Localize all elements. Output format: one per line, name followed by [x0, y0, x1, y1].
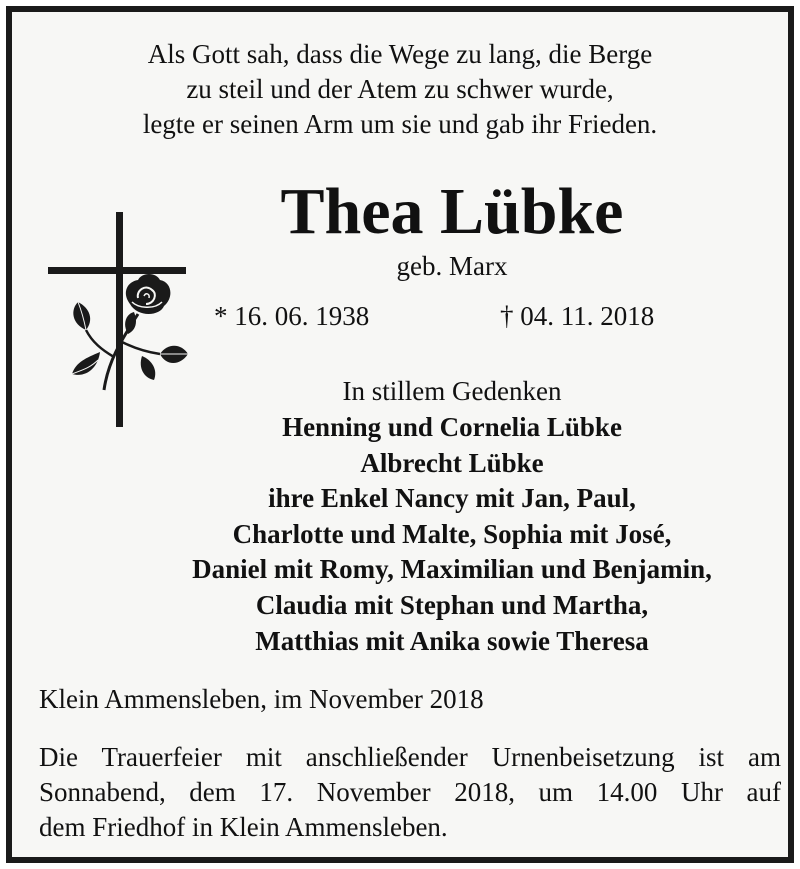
memorial-intro: In stillem Gedenken	[342, 376, 562, 406]
ceremony-line-3: dem Friedhof in Klein Ammensleben.	[39, 812, 448, 842]
mourner-line: Daniel mit Romy, Maximilian und Benjamin,	[192, 554, 712, 585]
poem-line-2: zu steil und der Atem zu schwer wurde,	[186, 74, 614, 104]
mourner-line: Albrecht Lübke	[360, 447, 544, 478]
deceased-name: Thea Lübke	[280, 175, 624, 248]
mourner-line: Henning und Cornelia Lübke	[282, 412, 622, 442]
mourner-line: ihre Enkel Nancy mit Jan, Paul,	[268, 483, 636, 514]
maiden-name: geb. Marx	[396, 251, 508, 281]
mourner-line: Charlotte und Malte, Sophia mit José,	[232, 518, 672, 549]
mourners-list	[92, 410, 800, 659]
ceremony-line-2: Sonnabend, dem 17. November 2018, um 14.00 Uhr auf	[39, 777, 781, 807]
ceremony-info	[39, 740, 781, 845]
poem-line-3: legte er seinen Arm um sie und gab ihr Frieden.	[142, 109, 658, 139]
mourner-line: Matthias mit Anika sowie Theresa	[255, 625, 649, 656]
place-and-date: Klein Ammensleben, im November 2018	[39, 684, 484, 714]
mourner-line: Claudia mit Stephan und Martha,	[255, 589, 649, 620]
birth-date: * 16. 06. 1938	[214, 301, 370, 331]
obituary-notice	[6, 6, 794, 863]
poem-line-1: Als Gott sah, dass die Wege zu lang, die Berge	[147, 39, 653, 69]
ceremony-line-1: Die Trauerfeier mit anschließender Urnenbeisetzung ist am	[39, 742, 781, 772]
memorial-poem	[12, 37, 788, 142]
death-date: † 04. 11. 2018	[500, 301, 655, 331]
